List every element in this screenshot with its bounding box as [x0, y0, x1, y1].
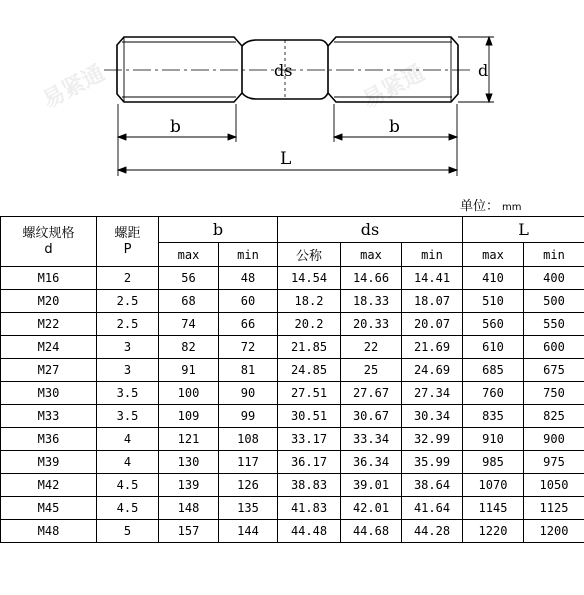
- cell-l-min: 675: [524, 359, 584, 382]
- cell-p: 3.5: [97, 405, 159, 428]
- ds-label: ds: [274, 61, 293, 80]
- cell-b-max: 100: [159, 382, 219, 405]
- table-row: [1, 474, 584, 497]
- cell-ds-min: 44.28: [402, 520, 463, 543]
- cell-ds-min: 18.07: [402, 290, 463, 313]
- cell-l-max: 760: [463, 382, 524, 405]
- cell-ds-nom: 20.2: [278, 313, 341, 336]
- cell-ds-max: 22: [341, 336, 402, 359]
- cell-b-min: 108: [219, 428, 278, 451]
- table-row: [1, 313, 584, 336]
- cell-l-min: 1125: [524, 497, 584, 520]
- cell-b-min: 60: [219, 290, 278, 313]
- cell-ds-nom: 18.2: [278, 290, 341, 313]
- watermark: 易紧通: [38, 60, 109, 114]
- cell-l-max: 685: [463, 359, 524, 382]
- cell-ds-max: 30.67: [341, 405, 402, 428]
- cell-p: 4.5: [97, 497, 159, 520]
- cell-l-max: 910: [463, 428, 524, 451]
- header-row-1: [1, 217, 584, 243]
- cell-l-min: 600: [524, 336, 584, 359]
- cell-l-min: 1050: [524, 474, 584, 497]
- cell-l-min: 975: [524, 451, 584, 474]
- cell-ds-min: 27.34: [402, 382, 463, 405]
- cell-ds-nom: 14.54: [278, 267, 341, 290]
- cell-l-max: 985: [463, 451, 524, 474]
- cell-b-max: 91: [159, 359, 219, 382]
- cell-ds-min: 38.64: [402, 474, 463, 497]
- cell-b-min: 48: [219, 267, 278, 290]
- cell-b-max: 56: [159, 267, 219, 290]
- cell-ds-max: 36.34: [341, 451, 402, 474]
- cell-l-max: 835: [463, 405, 524, 428]
- cell-ds-max: 18.33: [341, 290, 402, 313]
- table-row: [1, 405, 584, 428]
- cell-l-max: 1220: [463, 520, 524, 543]
- cell-ds-nom: 21.85: [278, 336, 341, 359]
- cell-ds-max: 27.67: [341, 382, 402, 405]
- cell-d: M30: [1, 382, 97, 405]
- cell-ds-min: 30.34: [402, 405, 463, 428]
- b-header: b: [159, 217, 278, 243]
- cell-b-min: 81: [219, 359, 278, 382]
- cell-ds-min: 14.41: [402, 267, 463, 290]
- ds-header: ds: [278, 217, 463, 243]
- cell-b-min: 72: [219, 336, 278, 359]
- unit-label: 单位：: [460, 199, 500, 214]
- b-left-label: b: [170, 117, 181, 137]
- cell-l-min: 550: [524, 313, 584, 336]
- pitch-header: [97, 217, 159, 267]
- stud-spec-table: [0, 216, 584, 543]
- cell-d: M39: [1, 451, 97, 474]
- cell-b-max: 130: [159, 451, 219, 474]
- cell-b-min: 99: [219, 405, 278, 428]
- d-dimension: [458, 37, 494, 102]
- cell-p: 2.5: [97, 313, 159, 336]
- cell-b-max: 139: [159, 474, 219, 497]
- cell-b-min: 66: [219, 313, 278, 336]
- cell-l-max: 410: [463, 267, 524, 290]
- cell-ds-nom: 41.83: [278, 497, 341, 520]
- cell-d: M48: [1, 520, 97, 543]
- L-max-header: max: [463, 243, 524, 267]
- cell-l-min: 750: [524, 382, 584, 405]
- cell-ds-max: 14.66: [341, 267, 402, 290]
- cell-ds-min: 20.07: [402, 313, 463, 336]
- cell-l-max: 1070: [463, 474, 524, 497]
- cell-d: M22: [1, 313, 97, 336]
- cell-p: 2: [97, 267, 159, 290]
- cell-l-max: 610: [463, 336, 524, 359]
- cell-b-max: 74: [159, 313, 219, 336]
- thread-spec-header: [1, 217, 97, 267]
- cell-b-max: 157: [159, 520, 219, 543]
- cell-d: M20: [1, 290, 97, 313]
- cell-d: M42: [1, 474, 97, 497]
- cell-l-min: 500: [524, 290, 584, 313]
- cell-ds-nom: 24.85: [278, 359, 341, 382]
- ds-min-header: min: [402, 243, 463, 267]
- L-label: L: [280, 149, 292, 169]
- cell-d: M36: [1, 428, 97, 451]
- L-min-header: min: [524, 243, 584, 267]
- table-row: [1, 451, 584, 474]
- cell-l-min: 825: [524, 405, 584, 428]
- cell-b-min: 135: [219, 497, 278, 520]
- b-right-label: b: [389, 117, 400, 137]
- cell-p: 4.5: [97, 474, 159, 497]
- cell-ds-min: 24.69: [402, 359, 463, 382]
- ds-max-header: max: [341, 243, 402, 267]
- cell-p: 3: [97, 336, 159, 359]
- cell-b-min: 117: [219, 451, 278, 474]
- table-row: [1, 336, 584, 359]
- cell-b-max: 121: [159, 428, 219, 451]
- pitch-title: 螺距: [114, 225, 141, 241]
- cell-ds-max: 39.01: [341, 474, 402, 497]
- table-row: [1, 382, 584, 405]
- cell-ds-nom: 36.17: [278, 451, 341, 474]
- cell-b-min: 126: [219, 474, 278, 497]
- cell-b-min: 144: [219, 520, 278, 543]
- cell-l-max: 560: [463, 313, 524, 336]
- cell-d: M45: [1, 497, 97, 520]
- cell-l-min: 900: [524, 428, 584, 451]
- cell-ds-min: 32.99: [402, 428, 463, 451]
- cell-d: M33: [1, 405, 97, 428]
- stud-drawing: [0, 0, 584, 195]
- cell-ds-max: 44.68: [341, 520, 402, 543]
- cell-p: 3.5: [97, 382, 159, 405]
- cell-d: M16: [1, 267, 97, 290]
- cell-d: M27: [1, 359, 97, 382]
- b-max-header: max: [159, 243, 219, 267]
- thread-spec-symbol: d: [44, 241, 53, 257]
- table-row: [1, 520, 584, 543]
- b-min-header: min: [219, 243, 278, 267]
- cell-l-max: 510: [463, 290, 524, 313]
- table-row: [1, 359, 584, 382]
- watermark: 易紧通: [358, 60, 429, 114]
- cell-b-max: 68: [159, 290, 219, 313]
- unit-note: [460, 195, 522, 214]
- cell-ds-nom: 38.83: [278, 474, 341, 497]
- cell-b-max: 82: [159, 336, 219, 359]
- cell-ds-nom: 44.48: [278, 520, 341, 543]
- cell-ds-nom: 30.51: [278, 405, 341, 428]
- cell-ds-min: 21.69: [402, 336, 463, 359]
- cell-b-min: 90: [219, 382, 278, 405]
- cell-ds-max: 42.01: [341, 497, 402, 520]
- pitch-symbol: P: [123, 241, 132, 257]
- table-row: [1, 290, 584, 313]
- cell-p: 4: [97, 451, 159, 474]
- thread-spec-title: 螺纹规格: [22, 225, 75, 241]
- table-row: [1, 428, 584, 451]
- cell-d: M24: [1, 336, 97, 359]
- table-row: [1, 267, 584, 290]
- cell-p: 4: [97, 428, 159, 451]
- cell-ds-max: 20.33: [341, 313, 402, 336]
- cell-b-max: 148: [159, 497, 219, 520]
- cell-ds-max: 33.34: [341, 428, 402, 451]
- cell-l-min: 1200: [524, 520, 584, 543]
- cell-p: 3: [97, 359, 159, 382]
- ds-nominal-header: 公称: [278, 243, 341, 267]
- cell-p: 2.5: [97, 290, 159, 313]
- cell-l-min: 400: [524, 267, 584, 290]
- cell-l-max: 1145: [463, 497, 524, 520]
- cell-ds-min: 41.64: [402, 497, 463, 520]
- cell-ds-nom: 27.51: [278, 382, 341, 405]
- d-label: d: [478, 61, 489, 80]
- table-row: [1, 497, 584, 520]
- cell-p: 5: [97, 520, 159, 543]
- unit-value: mm: [502, 202, 522, 213]
- table-body: [1, 267, 584, 543]
- cell-ds-min: 35.99: [402, 451, 463, 474]
- cell-ds-max: 25: [341, 359, 402, 382]
- L-header: L: [463, 217, 584, 243]
- cell-b-max: 109: [159, 405, 219, 428]
- cell-ds-nom: 33.17: [278, 428, 341, 451]
